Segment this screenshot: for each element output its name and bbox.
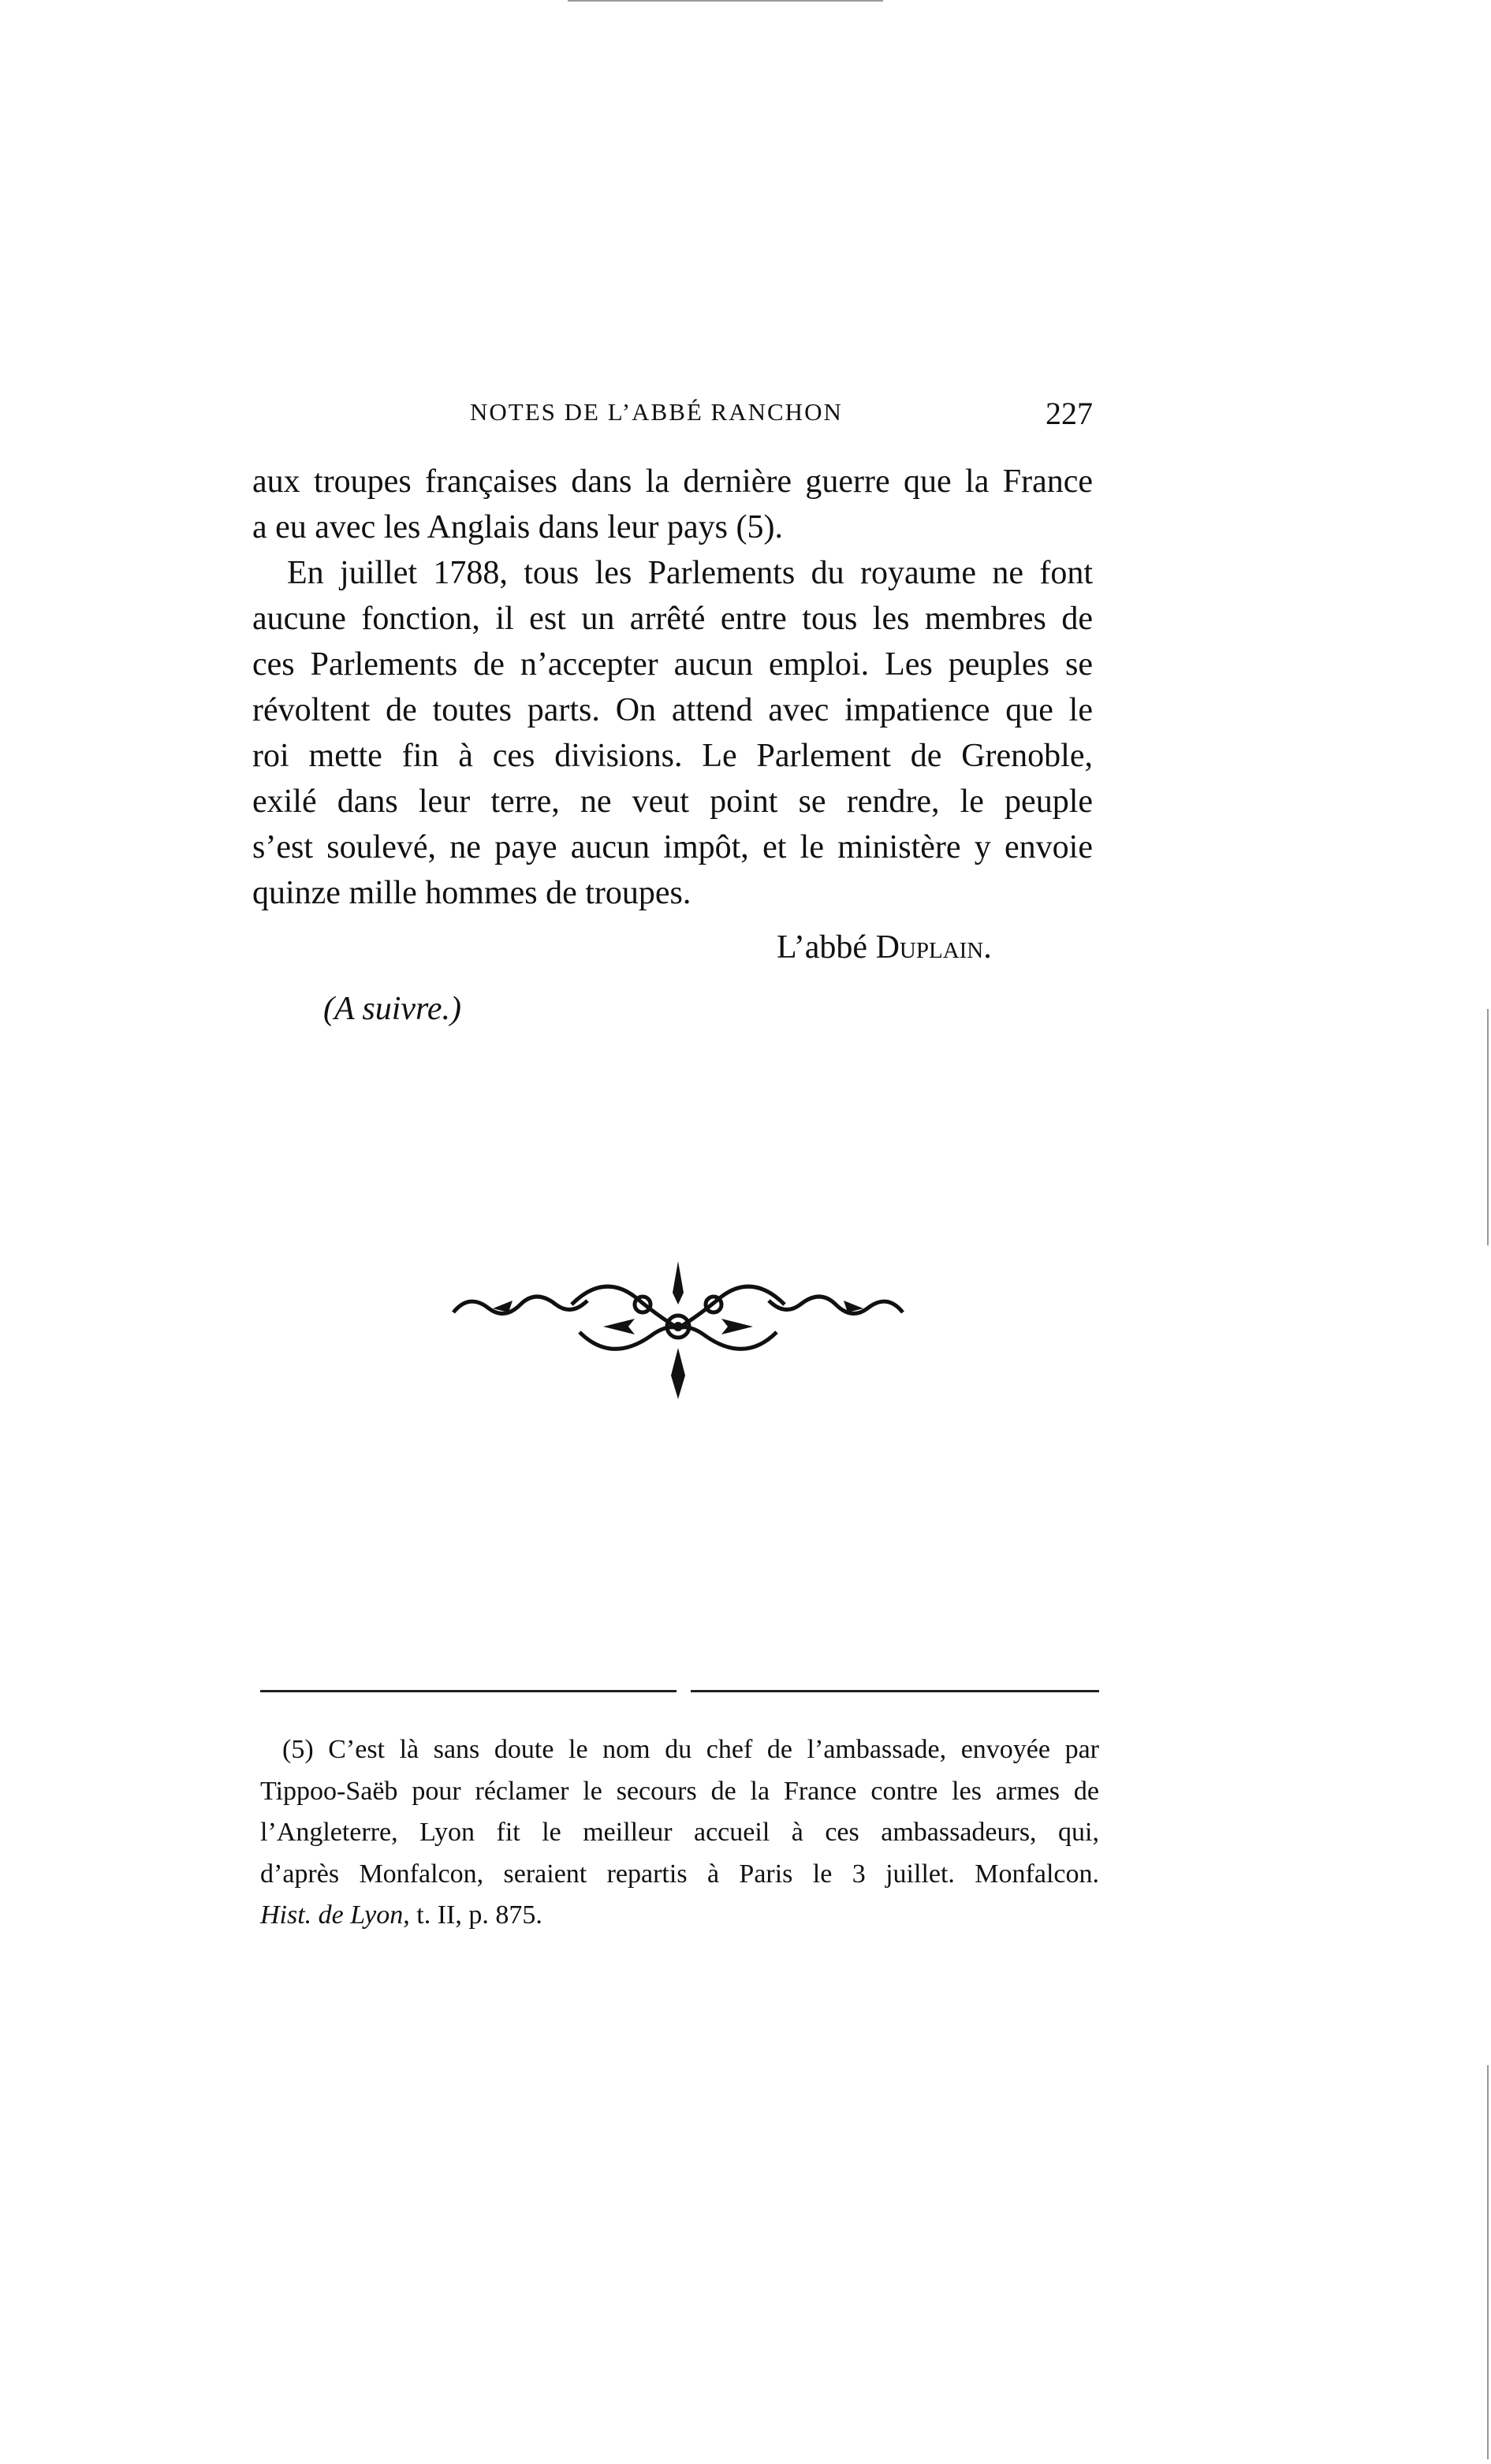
footnote-line: Tippoo-Saëb pour réclamer le secours de la France contre les armes de [260,1776,1099,1806]
text-line: ces Parlements de n’accepter aucun emploi. Les peuples se [252,646,1093,683]
text-line: a eu avec les Anglais dans leur pays (5). [252,509,783,545]
footnote-citation-rest: , t. II, p. 875. [403,1900,542,1930]
text-line: quinze mille hommes de troupes. [252,875,691,911]
text-line: s’est soulevé, ne paye aucun impôt, et le ministère y envoie [252,829,1093,865]
text-line: aux troupes françaises dans la dernière guerre que la France [252,463,1093,500]
footnote-line [260,1895,1099,1937]
page-header [252,398,1093,437]
text-line: révoltent de toutes parts. On attend avec impatience que le [252,692,1093,728]
footnote [260,1729,1099,1937]
footnote-divider [260,1690,677,1692]
scan-edge-mark [1487,2065,1489,2459]
scan-edge-mark [1487,1009,1489,1245]
signature-prefix: L’abbé [777,929,876,966]
to-be-continued-text: (A suivre.) [323,991,461,1027]
text-line: aucune fonction, il est un arrêté entre tous les membres de [252,601,1093,637]
footnote-line: (5) C’est là sans doute le nom du chef de l’ambassade, envoyée par [282,1735,1099,1764]
signature-name: Duplain. [875,929,992,966]
to-be-continued [323,990,461,1028]
running-title: NOTES DE L’ABBÉ RANCHON [470,398,843,426]
text-line: En juillet 1788, tous les Parlements du royaume ne font [287,555,1093,591]
footnote-citation-title: Hist. de Lyon [260,1900,404,1930]
footnote-line: d’après Monfalcon, seraient repartis à Paris le 3 juillet. Monfalcon. [260,1859,1099,1889]
page-number: 227 [1046,396,1093,431]
text-line: roi mette fin à ces divisions. Le Parlement de Grenoble, [252,738,1093,774]
text-line: exilé dans leur terre, ne veut point se rendre, le peuple [252,783,1093,820]
body-text [252,459,1093,916]
signature [777,929,992,966]
footnote-line: l’Angleterre, Lyon fit le meilleur accueil à ces ambassadeurs, qui, [260,1818,1099,1847]
footnote-divider [691,1690,1099,1692]
ornament-fleuron-icon [445,1257,911,1403]
scan-edge-mark [568,0,883,2]
